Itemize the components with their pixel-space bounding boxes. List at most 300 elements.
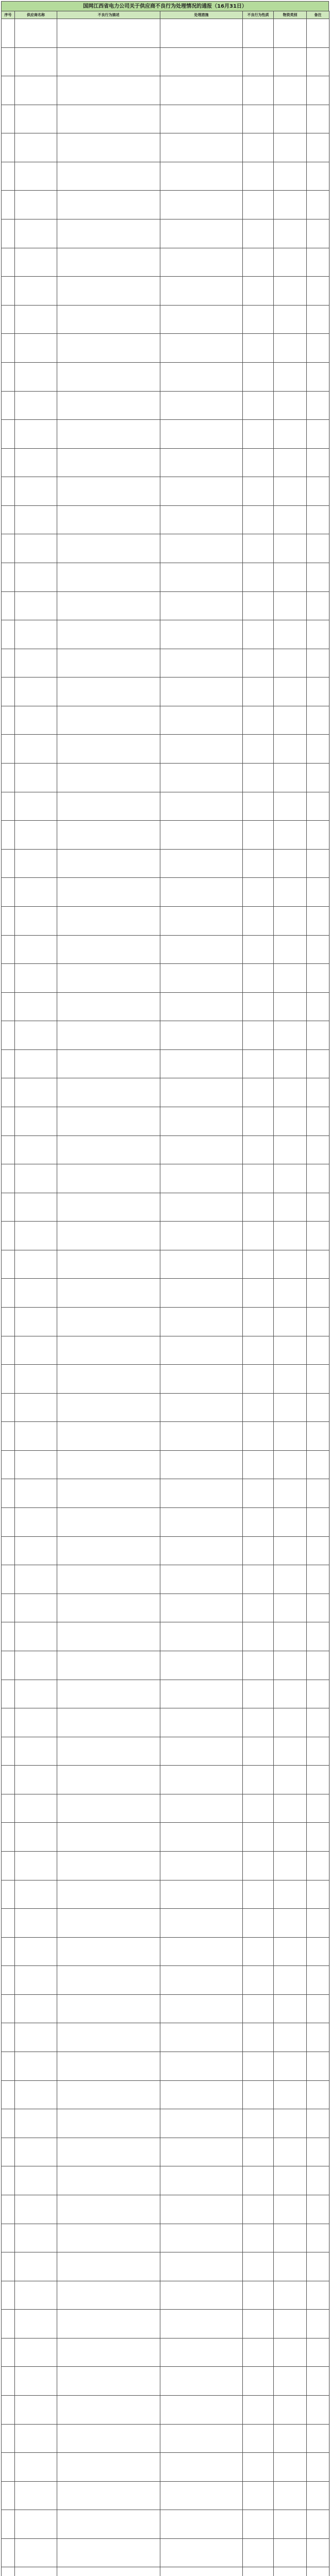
material-category <box>274 964 307 993</box>
issue-nature <box>243 1966 274 1995</box>
supplier-name <box>15 1852 57 1880</box>
penalty-measure <box>160 1622 243 1651</box>
remark <box>307 2310 329 2338</box>
table-row <box>2 1164 329 1193</box>
issue-description <box>57 2395 160 2424</box>
supplier-name <box>15 362 57 391</box>
header-issue: 不良行为描述 <box>57 11 160 19</box>
remark <box>307 2481 329 2510</box>
table-row <box>2 620 329 649</box>
issue-description <box>57 1136 160 1164</box>
remark <box>307 1336 329 1365</box>
material-category <box>274 1164 307 1193</box>
material-category <box>274 2080 307 2109</box>
row-index <box>2 219 15 248</box>
table-row <box>2 2166 329 2195</box>
penalty-measure <box>160 849 243 878</box>
issue-nature <box>243 191 274 219</box>
supplier-name <box>15 849 57 878</box>
remark <box>307 2338 329 2367</box>
table-row <box>2 2510 329 2539</box>
material-category <box>274 162 307 191</box>
penalty-measure <box>160 2310 243 2338</box>
issue-nature <box>243 1994 274 2023</box>
material-category <box>274 563 307 591</box>
supplier-name <box>15 1594 57 1622</box>
issue-description <box>57 2510 160 2539</box>
issue-nature <box>243 2453 274 2482</box>
table-row <box>2 1852 329 1880</box>
supplier-name <box>15 2281 57 2310</box>
supplier-name <box>15 2424 57 2453</box>
issue-description <box>57 391 160 420</box>
penalty-measure <box>160 2453 243 2482</box>
penalty-measure <box>160 219 243 248</box>
penalty-measure <box>160 420 243 449</box>
supplier-name <box>15 1766 57 1794</box>
row-index <box>2 735 15 764</box>
penalty-measure <box>160 677 243 706</box>
remark <box>307 649 329 677</box>
issue-description <box>57 1594 160 1622</box>
supplier-name <box>15 391 57 420</box>
issue-description <box>57 2138 160 2166</box>
supplier-name <box>15 1078 57 1107</box>
material-category <box>274 1308 307 1336</box>
row-index <box>2 2424 15 2453</box>
issue-description <box>57 1193 160 1222</box>
penalty-measure <box>160 2252 243 2281</box>
table-row <box>2 2023 329 2052</box>
remark <box>307 1966 329 1995</box>
remark <box>307 19 329 48</box>
remark <box>307 2080 329 2109</box>
remark <box>307 2281 329 2310</box>
remark <box>307 420 329 449</box>
remark <box>307 764 329 792</box>
row-index <box>2 792 15 821</box>
material-category <box>274 1937 307 1966</box>
supplier-name <box>15 2481 57 2510</box>
row-index <box>2 849 15 878</box>
penalty-measure <box>160 1365 243 1394</box>
issue-description <box>57 1049 160 1078</box>
table-row <box>2 1450 329 1479</box>
row-index <box>2 1651 15 1680</box>
table-row <box>2 1937 329 1966</box>
table-row <box>2 2195 329 2224</box>
issue-description <box>57 105 160 133</box>
table-row <box>2 1708 329 1737</box>
supplier-name <box>15 563 57 591</box>
table-row <box>2 591 329 620</box>
issue-description <box>57 1393 160 1422</box>
issue-description <box>57 362 160 391</box>
remark <box>307 334 329 363</box>
issue-nature <box>243 2281 274 2310</box>
issue-nature <box>243 792 274 821</box>
row-index <box>2 162 15 191</box>
table-row <box>2 1308 329 1336</box>
issue-nature <box>243 2138 274 2166</box>
table-row <box>2 1909 329 1938</box>
table-row <box>2 1880 329 1909</box>
material-category <box>274 2367 307 2396</box>
table-row <box>2 2453 329 2482</box>
penalty-measure <box>160 1680 243 1708</box>
row-index <box>2 591 15 620</box>
table-row <box>2 448 329 477</box>
row-index <box>2 1937 15 1966</box>
remark <box>307 76 329 105</box>
remark <box>307 735 329 764</box>
row-index <box>2 2138 15 2166</box>
supplier-name <box>15 1536 57 1565</box>
issue-description <box>57 534 160 563</box>
remark <box>307 706 329 735</box>
issue-nature <box>243 2310 274 2338</box>
issue-nature <box>243 1365 274 1394</box>
remark <box>307 1049 329 1078</box>
penalty-measure <box>160 992 243 1021</box>
penalty-measure <box>160 2338 243 2367</box>
issue-nature <box>243 649 274 677</box>
remark <box>307 277 329 306</box>
supplier-name <box>15 2138 57 2166</box>
material-category <box>274 2510 307 2539</box>
issue-nature <box>243 2224 274 2252</box>
table-row <box>2 1021 329 1050</box>
penalty-measure <box>160 1393 243 1422</box>
table-row <box>2 2338 329 2367</box>
table-row <box>2 505 329 534</box>
remark <box>307 362 329 391</box>
supplier-name <box>15 219 57 248</box>
row-index <box>2 1766 15 1794</box>
remark <box>307 620 329 649</box>
issue-nature <box>243 105 274 133</box>
row-index <box>2 1966 15 1995</box>
penalty-measure <box>160 1279 243 1308</box>
issue-description <box>57 792 160 821</box>
material-category <box>274 1508 307 1537</box>
penalty-measure <box>160 105 243 133</box>
remark <box>307 305 329 334</box>
table-row <box>2 362 329 391</box>
issue-description <box>57 764 160 792</box>
penalty-measure <box>160 1594 243 1622</box>
penalty-measure <box>160 2281 243 2310</box>
remark <box>307 477 329 506</box>
issue-description <box>57 2109 160 2138</box>
issue-description <box>57 191 160 219</box>
penalty-measure <box>160 1852 243 1880</box>
penalty-measure <box>160 2195 243 2224</box>
table-row <box>2 878 329 907</box>
table-row <box>2 1737 329 1766</box>
row-index <box>2 906 15 935</box>
penalty-measure <box>160 2166 243 2195</box>
remark <box>307 248 329 277</box>
issue-nature <box>243 76 274 105</box>
issue-nature <box>243 534 274 563</box>
issue-nature <box>243 677 274 706</box>
remark <box>307 1450 329 1479</box>
issue-nature <box>243 277 274 306</box>
issue-description <box>57 2538 160 2567</box>
remark <box>307 191 329 219</box>
material-category <box>274 105 307 133</box>
issue-nature <box>243 2195 274 2224</box>
issue-nature <box>243 1107 274 1136</box>
remark <box>307 2567 329 2576</box>
issue-description <box>57 1823 160 1852</box>
issue-description <box>57 305 160 334</box>
material-category <box>274 1450 307 1479</box>
issue-nature <box>243 248 274 277</box>
remark <box>307 1479 329 1508</box>
issue-nature <box>243 563 274 591</box>
material-category <box>274 2310 307 2338</box>
issue-description <box>57 1508 160 1537</box>
remark <box>307 677 329 706</box>
penalty-measure <box>160 1708 243 1737</box>
material-category <box>274 1479 307 1508</box>
supplier-name <box>15 2310 57 2338</box>
supplier-name <box>15 2538 57 2567</box>
row-index <box>2 477 15 506</box>
supplier-name <box>15 792 57 821</box>
remark <box>307 821 329 850</box>
material-category <box>274 1107 307 1136</box>
table-row <box>2 1479 329 1508</box>
material-category <box>274 305 307 334</box>
row-index <box>2 2510 15 2539</box>
row-index <box>2 1107 15 1136</box>
issue-nature <box>243 2338 274 2367</box>
issue-nature <box>243 906 274 935</box>
penalty-measure <box>160 277 243 306</box>
penalty-measure <box>160 391 243 420</box>
material-category <box>274 649 307 677</box>
supplier-name <box>15 305 57 334</box>
issue-nature <box>243 1193 274 1222</box>
table-row <box>2 76 329 105</box>
issue-nature <box>243 2424 274 2453</box>
table-row <box>2 964 329 993</box>
supplier-name <box>15 1880 57 1909</box>
remark <box>307 505 329 534</box>
penalty-measure <box>160 1909 243 1938</box>
issue-nature <box>243 1565 274 1594</box>
material-category <box>274 1565 307 1594</box>
material-category <box>274 1365 307 1394</box>
row-index <box>2 1365 15 1394</box>
issue-description <box>57 219 160 248</box>
material-category <box>274 849 307 878</box>
table-row <box>2 1794 329 1823</box>
material-category <box>274 1136 307 1164</box>
penalty-measure <box>160 1078 243 1107</box>
material-category <box>274 391 307 420</box>
table-row <box>2 1565 329 1594</box>
row-index <box>2 2367 15 2396</box>
penalty-measure <box>160 19 243 48</box>
supplier-name <box>15 1422 57 1451</box>
supplier-name <box>15 1021 57 1050</box>
supplier-name <box>15 133 57 162</box>
remark <box>307 935 329 964</box>
table-row <box>2 219 329 248</box>
row-index <box>2 47 15 76</box>
table-row <box>2 2109 329 2138</box>
penalty-measure <box>160 534 243 563</box>
row-index <box>2 1021 15 1050</box>
material-category <box>274 2252 307 2281</box>
issue-nature <box>243 935 274 964</box>
penalty-measure <box>160 1794 243 1823</box>
remark <box>307 2538 329 2567</box>
material-category <box>274 677 307 706</box>
table-row <box>2 1823 329 1852</box>
supplier-name <box>15 1222 57 1250</box>
remark <box>307 849 329 878</box>
issue-description <box>57 1536 160 1565</box>
supplier-name <box>15 964 57 993</box>
material-category <box>274 191 307 219</box>
supplier-name <box>15 1508 57 1537</box>
material-category <box>274 992 307 1021</box>
remark <box>307 1107 329 1136</box>
issue-description <box>57 1107 160 1136</box>
row-index <box>2 1450 15 1479</box>
issue-description <box>57 964 160 993</box>
penalty-measure <box>160 1049 243 1078</box>
issue-nature <box>243 391 274 420</box>
penalty-measure <box>160 2538 243 2567</box>
penalty-measure <box>160 1994 243 2023</box>
issue-description <box>57 277 160 306</box>
issue-nature <box>243 964 274 993</box>
material-category <box>274 2195 307 2224</box>
penalty-measure <box>160 1422 243 1451</box>
supplier-name <box>15 1794 57 1823</box>
header-category: 物资类别 <box>274 11 307 19</box>
penalty-measure <box>160 1308 243 1336</box>
row-index <box>2 964 15 993</box>
material-category <box>274 2281 307 2310</box>
row-index <box>2 1422 15 1451</box>
issue-nature <box>243 1651 274 1680</box>
issue-description <box>57 505 160 534</box>
issue-description <box>57 906 160 935</box>
penalty-measure <box>160 1508 243 1537</box>
material-category <box>274 2138 307 2166</box>
supplier-name <box>15 2395 57 2424</box>
row-index <box>2 1078 15 1107</box>
remark <box>307 2138 329 2166</box>
supplier-name <box>15 248 57 277</box>
supplier-name <box>15 764 57 792</box>
row-index <box>2 2109 15 2138</box>
material-category <box>274 1622 307 1651</box>
issue-description <box>57 821 160 850</box>
remark <box>307 906 329 935</box>
row-index <box>2 706 15 735</box>
issue-nature <box>243 992 274 1021</box>
table-row <box>2 1393 329 1422</box>
penalty-measure <box>160 764 243 792</box>
issue-nature <box>243 305 274 334</box>
remark <box>307 992 329 1021</box>
table-row <box>2 2281 329 2310</box>
table-row <box>2 2367 329 2396</box>
table-row <box>2 1336 329 1365</box>
row-index <box>2 1680 15 1708</box>
supplier-name <box>15 1909 57 1938</box>
table-row <box>2 1994 329 2023</box>
supplier-name <box>15 2195 57 2224</box>
remark <box>307 1021 329 1050</box>
penalty-measure <box>160 1193 243 1222</box>
issue-nature <box>243 735 274 764</box>
row-index <box>2 1393 15 1422</box>
material-category <box>274 1422 307 1451</box>
material-category <box>274 477 307 506</box>
issue-nature <box>243 2510 274 2539</box>
supplier-name <box>15 649 57 677</box>
issue-nature <box>243 1279 274 1308</box>
table-row <box>2 277 329 306</box>
issue-description <box>57 1994 160 2023</box>
row-index <box>2 420 15 449</box>
remark <box>307 2109 329 2138</box>
supplier-name <box>15 191 57 219</box>
issue-nature <box>243 1508 274 1537</box>
penalty-measure <box>160 477 243 506</box>
header-penalty: 处理措施 <box>160 11 243 19</box>
remark <box>307 1164 329 1193</box>
row-index <box>2 1909 15 1938</box>
material-category <box>274 2052 307 2081</box>
material-category <box>274 248 307 277</box>
supplier-name <box>15 1250 57 1279</box>
table-row <box>2 2481 329 2510</box>
penalty-measure <box>160 1021 243 1050</box>
issue-description <box>57 1308 160 1336</box>
table-row <box>2 2395 329 2424</box>
penalty-measure <box>160 1336 243 1365</box>
row-index <box>2 2567 15 2576</box>
issue-nature <box>243 2080 274 2109</box>
penalty-measure <box>160 1565 243 1594</box>
row-index <box>2 2052 15 2081</box>
remark <box>307 1622 329 1651</box>
material-category <box>274 1966 307 1995</box>
supplier-name <box>15 2367 57 2396</box>
issue-nature <box>243 2567 274 2576</box>
table-row <box>2 47 329 76</box>
supplier-name <box>15 821 57 850</box>
penalty-measure <box>160 906 243 935</box>
material-category <box>274 334 307 363</box>
issue-description <box>57 2481 160 2510</box>
row-index <box>2 764 15 792</box>
penalty-measure <box>160 735 243 764</box>
row-index <box>2 2338 15 2367</box>
table-row <box>2 1049 329 1078</box>
issue-description <box>57 2424 160 2453</box>
